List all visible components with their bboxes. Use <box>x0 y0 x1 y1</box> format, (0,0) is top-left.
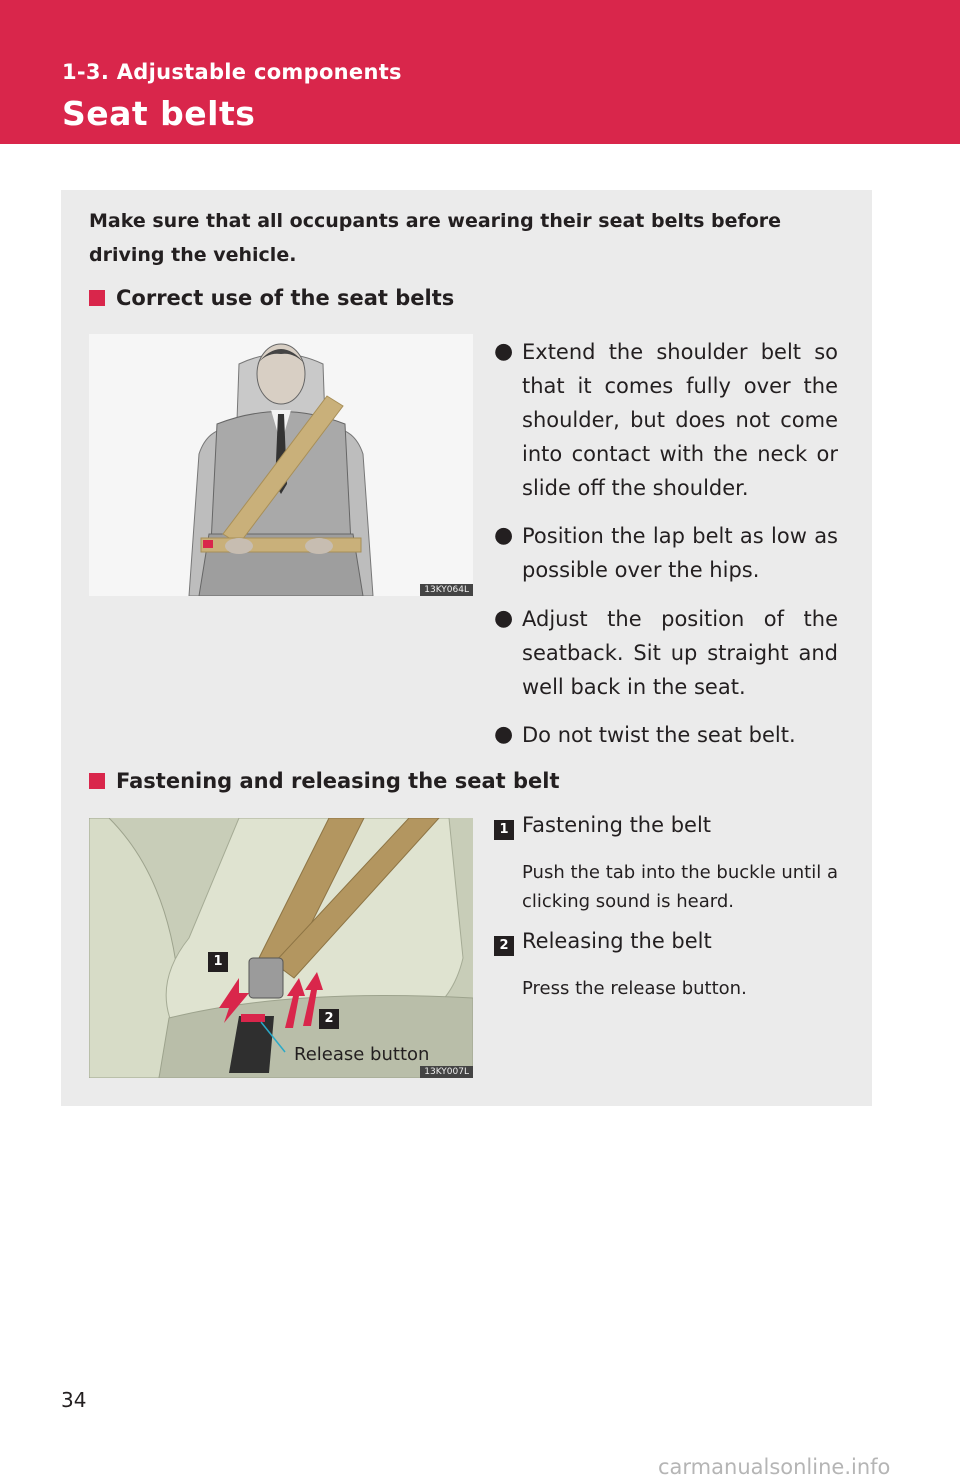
subheading-label: Correct use of the seat belts <box>116 286 455 310</box>
figure-code: 13KY064L <box>420 584 473 596</box>
callout-2: 2 <box>319 1009 339 1029</box>
square-bullet-icon <box>89 290 105 306</box>
seated-occupant-illustration <box>89 334 473 596</box>
intro-text: Make sure that all occupants are wearing their seat belts before driving the vehicle. <box>89 210 782 266</box>
bullet-item: ● Do not twist the seat belt. <box>494 718 838 752</box>
bullet-dot-icon: ● <box>494 606 514 631</box>
subheading-fastening <box>89 769 560 793</box>
bullet-dot-icon: ● <box>494 523 514 548</box>
step-title: Releasing the belt <box>522 929 712 953</box>
bullet-item: ● Adjust the position of the seatback. Sit up straight and well back in the seat. <box>494 602 838 704</box>
figure-code: 13KY007L <box>420 1066 473 1078</box>
release-button-label: Release button <box>294 1044 430 1065</box>
square-bullet-icon <box>89 773 105 789</box>
subheading-correct-use <box>89 286 454 310</box>
figure-fastening <box>89 818 473 1078</box>
bullet-item: ● Extend the shoulder belt so that it comes fully over the shoulder, but does not come into contact with the neck or slide off the shoulder. <box>494 335 838 505</box>
figure-correct-use <box>89 334 473 596</box>
callout-1: 1 <box>208 952 228 972</box>
step-title: Fastening the belt <box>522 813 712 837</box>
subheading-label: Fastening and releasing the seat belt <box>116 769 560 793</box>
step-number-1: 1 <box>494 820 514 840</box>
page-title: Seat belts <box>62 94 256 133</box>
step-description: Press the release button. <box>522 978 747 999</box>
section-label: 1-3. Adjustable components <box>62 60 402 84</box>
bullet-dot-icon: ● <box>494 339 514 364</box>
bullet-item: ● Position the lap belt as low as possible over the hips. <box>494 519 838 587</box>
buckle-illustration <box>89 818 473 1078</box>
header-bar <box>0 0 960 144</box>
page-number: 34 <box>61 1388 87 1412</box>
bullet-dot-icon: ● <box>494 722 514 747</box>
step-number-2: 2 <box>494 936 514 956</box>
step-description: Push the tab into the buckle until a clicking sound is heard. <box>522 862 838 912</box>
watermark: carmanualsonline.info <box>658 1455 891 1479</box>
